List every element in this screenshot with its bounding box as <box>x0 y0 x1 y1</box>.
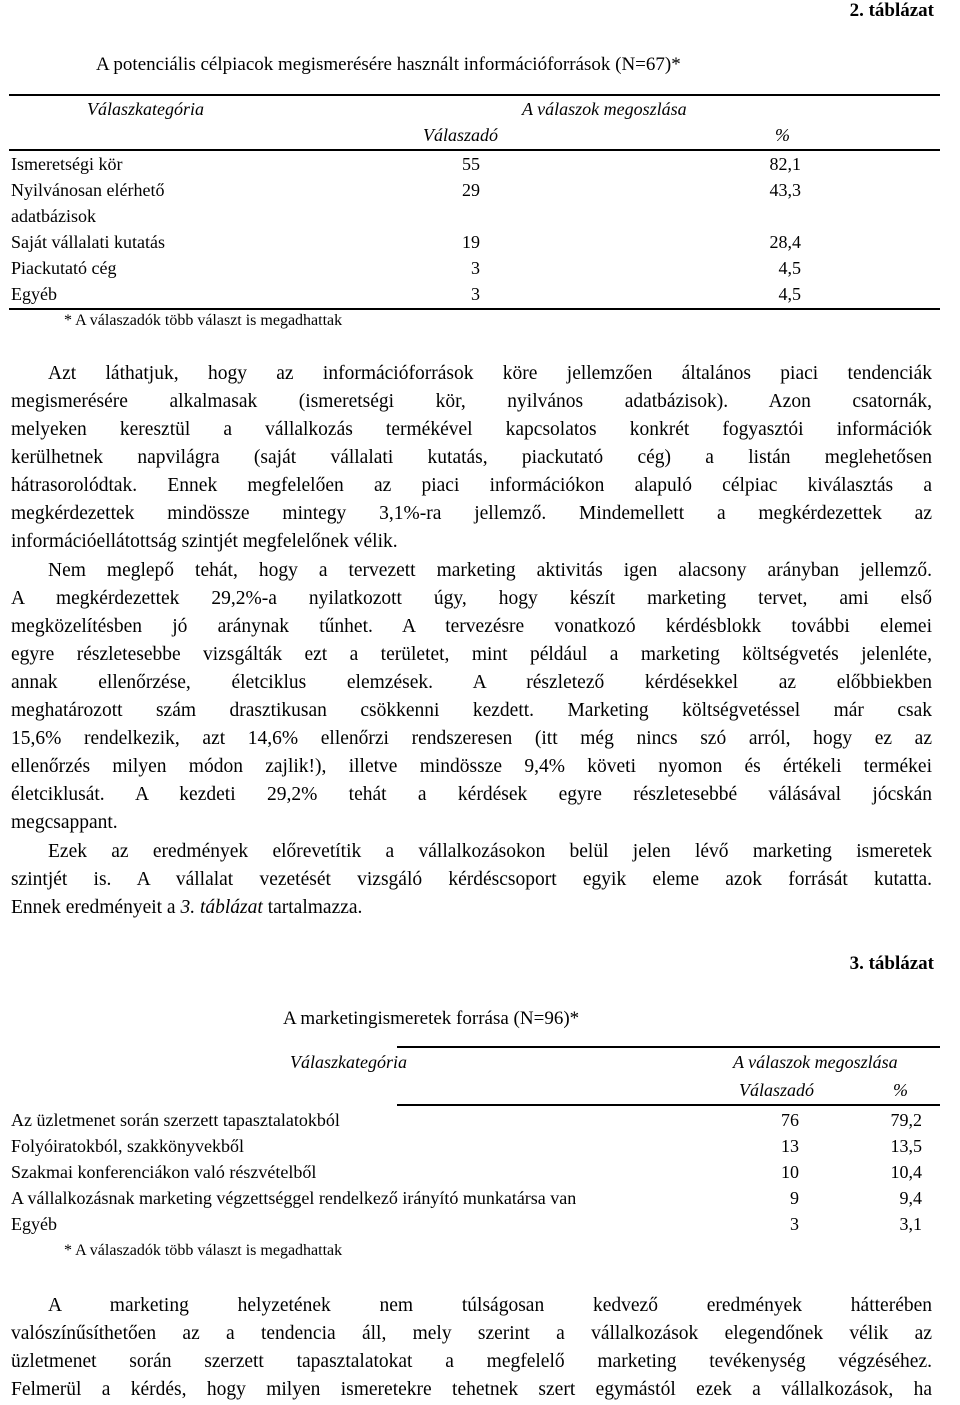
paragraph-line: A marketing helyzetének nem túlságosan kedvező eredmények hátterében <box>48 1295 932 1316</box>
table2-row-category: Piackutató cég <box>11 258 117 278</box>
table-reference: 3. táblázat <box>180 897 263 918</box>
paragraph-text: tartalmazza. <box>262 897 363 918</box>
table2-row-respondents: 55 <box>462 154 480 174</box>
paragraph-line: ellenőrzés milyen módon zajlik!), illetve mindössze 9,4% követi nyomon és értékeli termékei <box>11 756 932 777</box>
paragraph-line: életciklusát. A kezdeti 29,2% tehát a kérdések egyre részletesebbé válásával jócskán <box>11 784 932 805</box>
paragraph-line: hátrasorolódtak. Ennek megfelelően az piaci információkon alapuló célpiac kiválasztás a <box>11 475 932 496</box>
table2-footnote: * A válaszadók több választ is megadhattak <box>64 312 343 329</box>
table3-row-respondents: 3 <box>790 1214 799 1234</box>
table2-row-respondents: 19 <box>462 232 480 252</box>
table3-header-rule <box>397 1104 940 1106</box>
table2-col-group: A válaszok megoszlása <box>522 99 687 119</box>
table2-row-percent: 4,5 <box>778 284 801 304</box>
table3-row-category: Folyóiratokból, szakkönyvekből <box>11 1136 244 1156</box>
paragraph-line: valószínűsíthetően az a tendencia áll, mely szerint a vállalkozások elegendőnek vélik az <box>11 1323 932 1344</box>
table3-row-category: Az üzletmenet során szerzett tapasztalatokból <box>11 1110 340 1130</box>
table2-row-respondents: 3 <box>471 258 480 278</box>
table3-row-percent: 10,4 <box>890 1162 922 1182</box>
table3-footnote: * A válaszadók több választ is megadhattak <box>64 1242 343 1259</box>
table3-row-respondents: 9 <box>790 1188 799 1208</box>
body-paragraph-2 <box>11 557 932 837</box>
paragraph-line: Felmerül a kérdés, hogy milyen ismeretekre tehetnek szert egymástól ezek a vállalkozások, ha <box>11 1379 932 1400</box>
table3-row-percent: 13,5 <box>890 1136 922 1156</box>
table2-row-percent: 43,3 <box>769 180 801 200</box>
paragraph-line: szintjét is. A vállalat vezetését vizsgáló kérdéscsoport egyik eleme azok forrását kutatta. <box>11 869 932 890</box>
paragraph-text: Ennek eredményeit a <box>11 897 181 918</box>
table2-row-category-cont: adatbázisok <box>11 206 96 226</box>
table3-row-percent: 9,4 <box>899 1188 922 1208</box>
table2-title: A potenciális célpiacok megismerésére használt információforrások (N=67)* <box>96 54 681 75</box>
table3-row-category: Szakmai konferenciákon való részvételből <box>11 1162 317 1182</box>
table2-col-respondent: Válaszadó <box>423 125 499 145</box>
table2-header-rule <box>9 149 940 151</box>
table3-col-respondent: Válaszadó <box>739 1080 815 1100</box>
paragraph-line: információellátottság szintjét megfelelőnek vélik. <box>11 531 398 552</box>
paragraph-line: annak ellenőrzése, életciklus elemzések. A részletező kérdésekkel az előbbiekben <box>11 672 932 693</box>
table2-top-rule <box>9 94 940 96</box>
table2-row-percent: 28,4 <box>769 232 801 252</box>
table2-row-category: Nyilvánosan elérhető <box>11 180 165 200</box>
body-paragraph-1 <box>11 360 932 556</box>
paragraph-line: 15,6% rendelkezik, azt 14,6% ellenőrzi rendszeresen (itt még nincs szó arról, hogy ez az <box>11 728 932 749</box>
table3-row-respondents: 76 <box>781 1110 799 1130</box>
paragraph-line: megismerésére alkalmasak (ismeretségi kör, nyilvános adatbázisok). Azon csatornák, <box>11 391 932 412</box>
table3-row-category: A vállalkozásnak marketing végzettséggel rendelkező irányító munkatársa van <box>11 1188 577 1208</box>
paragraph-line: megközelítésben jó aránynak tűnhet. A tervezésre vonatkozó kérdésblokk további elemei <box>11 616 932 637</box>
table3-label: 3. táblázat <box>849 953 934 974</box>
table2-row-category: Ismeretségi kör <box>11 154 123 174</box>
paragraph-line: meghatározott szám drasztikusan csökkenni kezdett. Marketing költségvetéssel már csak <box>11 700 932 721</box>
table2-row-respondents: 29 <box>462 180 480 200</box>
paragraph-line <box>11 894 932 922</box>
table3-row-respondents: 13 <box>781 1136 799 1156</box>
paragraph-line: megkérdezettek mindössze mintegy 3,1%-ra jellemző. Mindemellett a megkérdezettek az <box>11 503 932 524</box>
table2-row-category: Egyéb <box>11 284 57 304</box>
body-paragraph-3 <box>11 838 932 922</box>
paragraph-line: egyre részletesebbe vizsgálták ezt a területet, mint például a marketing költségvetés jelenléte, <box>11 644 932 665</box>
body-paragraph-4 <box>11 1292 932 1404</box>
paragraph-line: kerülhetnek napvilágra (saját vállalati kutatás, piackutató cég) a listán meglehetősen <box>11 447 932 468</box>
table3-col-group: A válaszok megoszlása <box>733 1052 898 1072</box>
table2-col-percent: % <box>775 125 790 145</box>
table2-col-category: Válaszkategória <box>87 99 204 119</box>
table2-row-percent: 82,1 <box>769 154 801 174</box>
table2-row-category: Saját vállalati kutatás <box>11 232 165 252</box>
paragraph-line: Azt láthatjuk, hogy az információforrások köre jellemzően általános piaci tendenciák <box>48 363 932 384</box>
table3-col-category: Válaszkategória <box>290 1052 407 1072</box>
table3-row-percent: 3,1 <box>899 1214 922 1234</box>
table3-top-rule <box>397 1046 940 1048</box>
table3-col-percent: % <box>893 1080 908 1100</box>
paragraph-line: megcsappant. <box>11 812 118 833</box>
paragraph-line: üzletmenet során szerzett tapasztalatokat a megfelelő marketing tevékenység végzéséhez. <box>11 1351 932 1372</box>
table2-row-respondents: 3 <box>471 284 480 304</box>
table2-label: 2. táblázat <box>849 0 934 21</box>
table3-row-category: Egyéb <box>11 1214 57 1234</box>
table3-title: A marketingismeretek forrása (N=96)* <box>283 1008 580 1029</box>
paragraph-line: Nem meglepő tehát, hogy a tervezett marketing aktivitás igen alacsony arányban jellemző. <box>48 560 932 581</box>
table2-bottom-rule <box>9 308 940 310</box>
table3-row-percent: 79,2 <box>890 1110 922 1130</box>
table3-row-respondents: 10 <box>781 1162 799 1182</box>
paragraph-line: melyeken keresztül a vállalkozás termékével kapcsolatos konkrét fogyasztói információk <box>11 419 932 440</box>
paragraph-line: Ezek az eredmények előrevetítik a vállalkozásokon belül jelen lévő marketing ismeretek <box>48 841 932 862</box>
paragraph-line: A megkérdezettek 29,2%-a nyilatkozott úgy, hogy készít marketing tervet, ami első <box>11 588 932 609</box>
table2-row-percent: 4,5 <box>778 258 801 278</box>
